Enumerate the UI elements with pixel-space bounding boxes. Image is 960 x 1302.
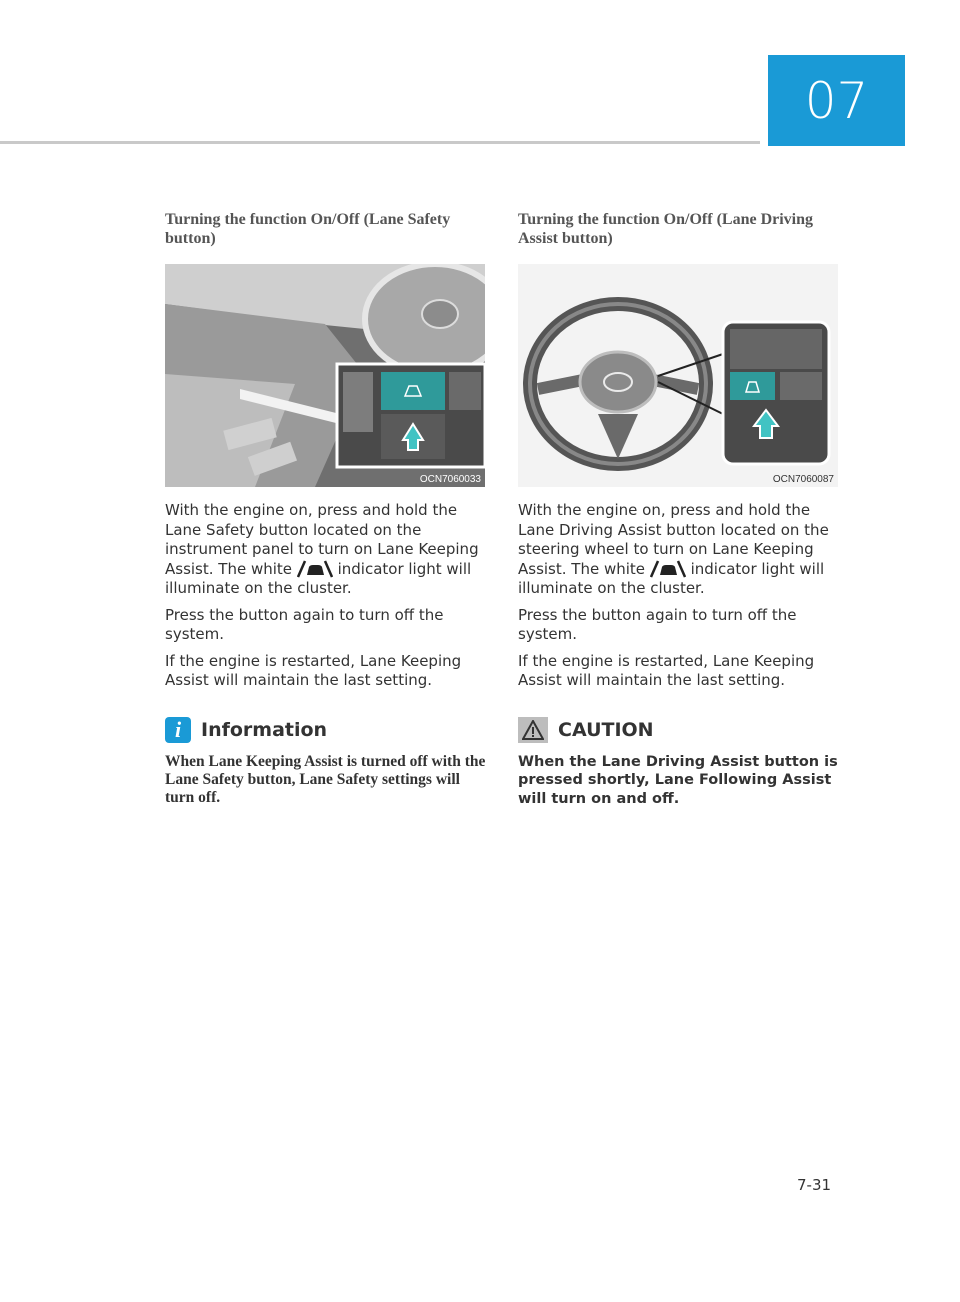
right-column <box>518 210 840 808</box>
paragraph-text-b: indicator light will illuminate on the cluster. <box>518 559 825 597</box>
caution-body: When the Lane Driving Assist button is pressed shortly, Lane Following Assist will turn on and off. <box>518 753 838 807</box>
caution-heading <box>518 717 840 743</box>
caution-title: CAUTION <box>558 718 654 741</box>
section-title-lane-driving-assist: Turning the function On/Off (Lane Driving Assist button) <box>518 211 814 247</box>
lane-keeping-indicator-icon <box>297 560 333 578</box>
dashboard-illustration <box>165 264 485 487</box>
information-body: When Lane Keeping Assist is turned off with the Lane Safety button, Lane Safety settings will turn off. <box>165 752 486 806</box>
paragraph-instructions <box>165 501 487 599</box>
figure-lane-driving-assist-button <box>518 264 838 487</box>
information-icon: i <box>165 717 191 743</box>
left-column <box>165 210 487 807</box>
paragraph-instructions <box>518 501 840 599</box>
figure-code: OCN7060087 <box>772 474 834 485</box>
paragraph-turn-off: Press the button again to turn off the system. <box>165 605 444 643</box>
chapter-tab: 07 <box>768 55 905 146</box>
paragraph-restart: If the engine is restarted, Lane Keeping Assist will maintain the last setting. <box>165 651 462 689</box>
information-title: Information <box>201 718 328 741</box>
paragraph-text-b: indicator light will illuminate on the cluster. <box>165 559 472 597</box>
information-heading <box>165 717 487 743</box>
lane-keeping-indicator-icon <box>650 560 686 578</box>
figure-code: OCN7060033 <box>419 474 481 485</box>
paragraph-turn-off: Press the button again to turn off the system. <box>518 605 797 643</box>
paragraph-restart: If the engine is restarted, Lane Keeping Assist will maintain the last setting. <box>518 651 815 689</box>
figure-lane-safety-button <box>165 264 485 487</box>
steering-wheel-illustration <box>518 264 838 487</box>
paragraph-text-a: With the engine on, press and hold the Lane Driving Assist button located on the steering wheel to turn on Lane Keeping Assist. The white <box>518 501 829 578</box>
caution-triangle-icon <box>518 717 548 743</box>
page-number: 7-31 <box>797 1176 832 1194</box>
section-title-lane-safety: Turning the function On/Off (Lane Safety button) <box>165 211 451 247</box>
paragraph-text-a: With the engine on, press and hold the Lane Safety button located on the instrument panel to turn on Lane Keeping Assist. The white <box>165 501 479 578</box>
header-rule <box>0 141 760 144</box>
